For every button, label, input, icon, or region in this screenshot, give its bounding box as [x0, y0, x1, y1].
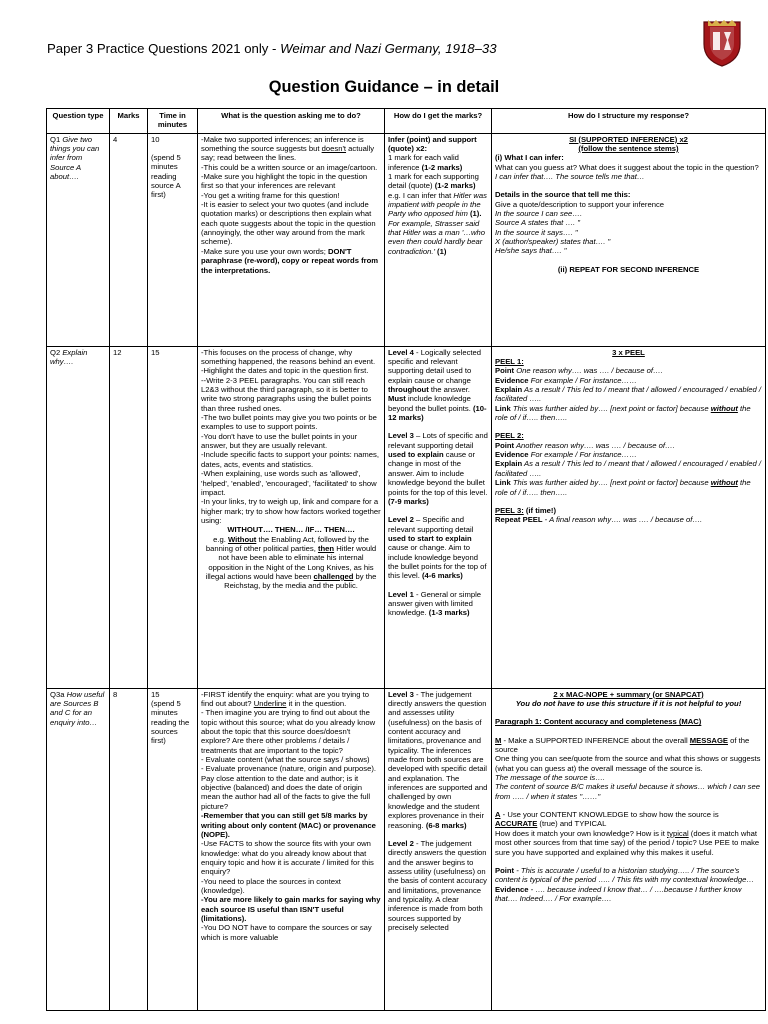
peel-stem: - …. because indeed I know that… / ….because I further know that…. Indeed…. / For example….	[495, 884, 742, 903]
mac-label: M	[495, 735, 502, 745]
structure-stem: Source A states that …. "	[495, 218, 580, 228]
how-text: include knowledge beyond the bullet points.	[388, 394, 473, 413]
structure-text: - Make a SUPPORTED INFERENCE about the overall	[501, 735, 690, 745]
what-text: -Make sure you use your own words;	[201, 246, 328, 256]
how-text: - Logically selected specific and relevant supporting detail used to explain cause or change	[388, 347, 482, 385]
how-emphasis: used to start to explain	[388, 533, 472, 543]
what-text: -The two bullet points may give you two points or be examples to use to support points.	[201, 413, 377, 432]
peel-stem: the role of / if….. then…..	[495, 403, 751, 423]
what-emphasis: Underline	[253, 699, 287, 709]
question-number: Q3a	[50, 689, 67, 699]
marks-cell: 8	[110, 688, 148, 1010]
structure-heading: (ii) REPEAT FOR SECOND INFERENCE	[557, 264, 700, 274]
what-text: -You need to place the sources in context (knowledge).	[201, 876, 341, 895]
how-text: e.g. I can infer that	[388, 190, 454, 200]
how-marks: (1)	[434, 246, 447, 256]
how-marks: (6-8 marks)	[425, 820, 467, 830]
peel-label: Evidence	[495, 375, 529, 385]
peel-heading: PEEL 1:	[495, 357, 524, 367]
how-emphasis: used to explain	[388, 450, 444, 460]
level-label: Level 2	[388, 838, 414, 848]
time-cell	[148, 688, 198, 1010]
what-text: -FIRST identify the enquiry: what are you trying to find out about?	[201, 689, 370, 709]
peel-label: Link	[495, 478, 511, 488]
how-text: - General or simple answer given with limited knowledge.	[388, 589, 482, 618]
question-prompt: Explain why….	[50, 347, 88, 367]
peel-label: Point	[495, 865, 515, 875]
question-type-cell	[47, 688, 110, 1010]
structure-stem: In the source I can see….	[495, 209, 583, 219]
how-marks: (1-3 marks)	[428, 608, 470, 618]
structure-cell	[492, 346, 766, 688]
peel-stem: For example / For instance……	[528, 450, 637, 460]
structure-text: How does it match your own knowledge? How is it	[495, 828, 667, 838]
structure-text: Give a quote/description to support your inference	[495, 199, 665, 209]
structure-text: (true) and TYPICAL	[537, 819, 607, 829]
what-text: DON'T paraphrase (re-word), copy or repeat words from the interpretations.	[201, 246, 379, 275]
how-example: For example, Strasser said that Hitler was a man '…who even then could hardly bear contradiction.'	[388, 218, 486, 256]
peel-stem: As a result / This led to / meant that / allowed / encouraged / enabled / facilitated …..	[495, 385, 762, 404]
structure-cell	[492, 133, 766, 346]
peel-label: Point	[495, 440, 515, 450]
what-text: the Enabling Act, followed by the banning of other political parties,	[205, 534, 369, 553]
how-marks: (10-12 marks)	[388, 403, 487, 423]
what-text: -This focuses on the process of change, why something happened, the reasons behind an event.	[201, 347, 376, 367]
time-note: (spend 5 minutes reading the sources first)	[151, 699, 190, 746]
what-text: - Evaluate provenance (nature, origin and purpose). Pay close attention to the date and author; is it objective (balanced) and does the date of origin mean the author had all of the facts to give the full picture?	[201, 764, 376, 811]
how-text: 1 mark for each supporting detail (quote)	[388, 172, 479, 191]
how-text: cause or change. Aim to include knowledge beyond the bullet points for the top of this level.	[388, 543, 487, 581]
time-minutes: 10	[151, 134, 160, 144]
peel-stem: As a result / This led to / meant that / allowed / encouraged / enabled / facilitated …..	[495, 459, 762, 478]
question-type-cell	[47, 133, 110, 346]
structure-stem: I can infer that…. The source tells me that…	[495, 172, 645, 182]
what-text: -You DO NOT have to compare the sources or say which is more valuable	[201, 923, 372, 942]
how-text: – Lots of specific and relevant supporting detail	[388, 431, 488, 450]
how-cell	[385, 346, 492, 688]
marks-cell: 12	[110, 346, 148, 688]
level-label: Level 3	[388, 431, 414, 441]
mac-emphasis: ACCURATE	[495, 819, 538, 829]
table-row	[47, 346, 766, 688]
marks-cell: 4	[110, 133, 148, 346]
question-prompt: How useful are Sources B and C for an enquiry into…	[50, 689, 105, 727]
column-header: What is the question asking me to do?	[198, 109, 385, 134]
peel-label: Evidence	[495, 450, 529, 460]
header-subject: Weimar and Nazi Germany, 1918–33	[280, 41, 497, 56]
structure-emphasis: typical	[667, 828, 689, 838]
how-marks: (4-6 marks)	[421, 571, 463, 581]
what-text: -You don't have to use the bullet points in your answer, but they are usually relevant.	[201, 431, 358, 451]
table-row	[47, 688, 766, 1010]
column-header: Marks	[110, 109, 148, 134]
what-text: doesn't	[321, 144, 347, 154]
level-label: Level 1	[388, 589, 414, 599]
structure-text: of the source	[495, 735, 750, 755]
what-emphasis: Without	[227, 534, 257, 544]
how-marks: (1-2 marks)	[421, 162, 463, 172]
how-text: 1 mark for each valid inference	[388, 153, 459, 172]
what-text: by the Reichstag, by the media and the public.	[224, 571, 377, 591]
peel-label: Explain	[495, 385, 523, 395]
what-text: -Make two supported inferences; an inference is something the source suggests but	[201, 134, 364, 154]
structure-stem: In the source it says…. "	[495, 227, 578, 237]
what-emphasis: challenged	[313, 571, 354, 581]
how-text: the answer.	[428, 385, 470, 395]
peel-emphasis: without	[710, 403, 738, 413]
peel-label: Link	[495, 403, 511, 413]
structure-text: - Use your CONTENT KNOWLEDGE to show how the source is	[500, 810, 719, 820]
table-row	[47, 133, 766, 346]
how-emphasis: throughout	[388, 385, 429, 395]
time-cell: 15	[148, 346, 198, 688]
what-text: actually say; read between the lines.	[201, 144, 375, 163]
what-text: e.g.	[213, 534, 228, 544]
mac-emphasis: MESSAGE	[689, 735, 728, 745]
peel-label: Point	[495, 366, 515, 376]
what-text: -Make sure you highlight the topic in the question first so that your inferences are relevant	[201, 172, 368, 191]
what-text: -Include specific facts to support your points: names, dates, acts, events and statistics.	[201, 450, 379, 469]
peel-stem: This was further aided by…. [next point or factor] because	[510, 478, 711, 488]
peel-stem: One reason why…. was …. / because of….	[514, 366, 663, 376]
peel-stem: This was further aided by…. [next point or factor] because	[510, 403, 711, 413]
what-text: -It is easier to select your two quotes (and include quotation marks) or descriptions then explain what each quote suggests about the topic in the question (annoyingly, the other way around from the mark scheme).	[201, 200, 376, 247]
structure-text: (does it match what most other sources from that time say) of the period / topic? Use PEE to make sure you have supported and explained why this makes it useful.	[495, 828, 760, 857]
what-text: --Write 2-3 PEEL paragraphs. You can still reach L2&3 without the third paragraph, so it is better to write two strong paragraphs using the bullet points than three rushed ones.	[201, 375, 372, 413]
structure-stem: X (author/speaker) states that…. "	[495, 237, 611, 247]
question-type-cell	[47, 346, 110, 688]
how-emphasis: Must	[388, 394, 406, 404]
question-number: Q2	[50, 347, 63, 357]
structure-text: One thing you can see/quote from the source and what this shows or suggests (what you can guess at) the overall message of the source is.	[495, 754, 761, 773]
what-text: -You are more likely to gain marks for saying why each source IS useful than ISN'T useful (limitations).	[201, 895, 381, 923]
column-header: Time in minutes	[148, 109, 198, 134]
level-label: Level 2	[388, 515, 414, 525]
structure-heading: 3 x PEEL	[612, 347, 645, 357]
structure-heading: SI (SUPPORTED INFERENCE) x2	[569, 134, 688, 144]
what-cell	[198, 346, 385, 688]
peel-label: Explain	[495, 459, 523, 469]
how-heading: Infer (point) and support (quote) x2:	[388, 134, 477, 154]
structure-text: What can you guess at? What does it suggest about the topic in the question?	[495, 162, 759, 172]
column-header: Question type	[47, 109, 110, 134]
how-marks: (7-9 marks)	[388, 496, 429, 506]
structure-stem: The content of source B/C makes it useful because it shows… which I can see from ….. / when it states "……"	[495, 782, 761, 801]
what-text: -In your links, try to weigh up, link and compare for a higher mark; try to show how factors worked together using:	[201, 497, 381, 525]
what-cell	[198, 133, 385, 346]
paragraph-heading: Paragraph 1: Content accuracy and completeness (MAC)	[495, 717, 702, 727]
how-text: – Specific and relevant supporting detail	[388, 515, 474, 534]
time-minutes: 15	[151, 689, 160, 699]
structure-subheading: Details in the source that tell me this:	[495, 190, 631, 200]
guidance-table	[46, 108, 766, 1011]
structure-stem: The message of the source is….	[495, 773, 605, 783]
time-cell	[148, 133, 198, 346]
table-header-row	[47, 109, 766, 134]
peel-emphasis: without	[710, 478, 738, 488]
peel-heading: PEEL 2:	[495, 431, 524, 441]
structure-subheading: (i) What I can infer:	[495, 153, 564, 163]
level-label: Level 3	[388, 689, 414, 699]
peel-label: Evidence	[495, 884, 529, 894]
column-header: How do I get the marks?	[385, 109, 492, 134]
column-header: How do I structure my response?	[492, 109, 766, 134]
question-prompt: Give two things you can infer from Source A about….	[50, 134, 100, 182]
page-title: Question Guidance – in detail	[268, 78, 500, 96]
what-emphasis: then	[317, 543, 335, 553]
how-marks: (1-2 marks)	[434, 181, 476, 191]
what-text: it in the question.	[286, 699, 347, 709]
how-text: - The judgement directly answers the question and assesses utility (usefulness) on the basis of content accuracy and limitations, provenance and typicality. The inferences made from both sources are developed with specific detail and explanation. The inferences are supported and challenged by own knowledge and the student explores provenance in their reasoning.	[388, 689, 488, 830]
peel-stem: the role of / if….. then…..	[495, 478, 751, 497]
mac-label: A	[495, 810, 501, 820]
what-text: - Evaluate content (what the source says / shows)	[201, 755, 370, 765]
what-text: -Highlight the dates and topic in the question first.	[201, 366, 369, 376]
what-text: Hitler would not have been able to eliminate his internal opposition in the Night of the Long Knives, as his illegal actions would have been	[205, 543, 377, 581]
peel-stem: Another reason why…. was …. / because of….	[514, 440, 675, 450]
question-number: Q1	[50, 134, 63, 144]
structure-stem: He/she says that…. "	[495, 246, 567, 256]
header-prefix: Paper 3 Practice Questions 2021 only -	[47, 41, 281, 56]
peel-heading: PEEL 3:	[495, 505, 524, 515]
structure-heading: (follow the sentence stems)	[578, 144, 679, 154]
structure-note: You do not have to use this structure if it is not helpful to you!	[515, 699, 742, 709]
peel-label: Repeat PEEL	[495, 515, 543, 525]
how-example: Hitler was impatient with people in the Party who opposed him	[388, 190, 487, 219]
what-text: -This could be a written source or an image/cartoon.	[201, 162, 378, 172]
structure-cell	[492, 688, 766, 1010]
how-text: - The judgement directly answers the question and the answer begins to assess utility (usefulness) on the basis of content accuracy and limitations, provenance and typicality. A clear inference is made from both sources supported by precisely selected	[388, 838, 487, 932]
how-marks: (1).	[467, 209, 482, 219]
what-text: -You get a writing frame for this question!	[201, 190, 340, 200]
document-header	[47, 41, 497, 56]
what-text: -Remember that you can still get 5/8 marks by writing about only content (MAC) or provenance (NOPE).	[201, 811, 376, 839]
time-note: (spend 5 minutes reading source A first)	[151, 153, 181, 200]
level-label: Level 4	[388, 347, 414, 357]
peel-stem: - A final reason why…. was …. / because of….	[542, 515, 703, 525]
peel-stem: For example / For instance……	[528, 375, 637, 385]
how-text: cause or change in most of the answer. Aim to include knowledge beyond the bullet points for the top of this level.	[388, 450, 488, 497]
what-text: -Use FACTS to show the source fits with your own knowledge: what do you already know about that enquiry topic and how it is accurate / limited for this enquiry?	[201, 839, 374, 877]
how-cell	[385, 133, 492, 346]
what-formula: WITHOUT…. THEN… /IF… THEN….	[227, 525, 355, 535]
what-text: - Then imagine you are trying to find out about the topic without this source; what do you already know about the topic that this source does/doesn't explore? Are there other problems / details / treatments that are important to the topic?	[201, 708, 376, 755]
structure-heading: 2 x MAC-NOPE + summary (or SNAPCAT)	[553, 689, 704, 699]
peel-stem: - This is accurate / useful to a historian studying….. / The source's content is typical of the period ….. / This fits with my contextual knowledge…	[495, 865, 755, 885]
how-cell	[385, 688, 492, 1010]
peel-note: (if time!)	[523, 505, 556, 515]
school-crest-logo	[700, 18, 744, 68]
what-cell	[198, 688, 385, 1010]
what-text: -When explaining, use words such as 'allowed', 'helped', 'enabled', 'encouraged', 'facilitated' to show impact.	[201, 469, 377, 497]
